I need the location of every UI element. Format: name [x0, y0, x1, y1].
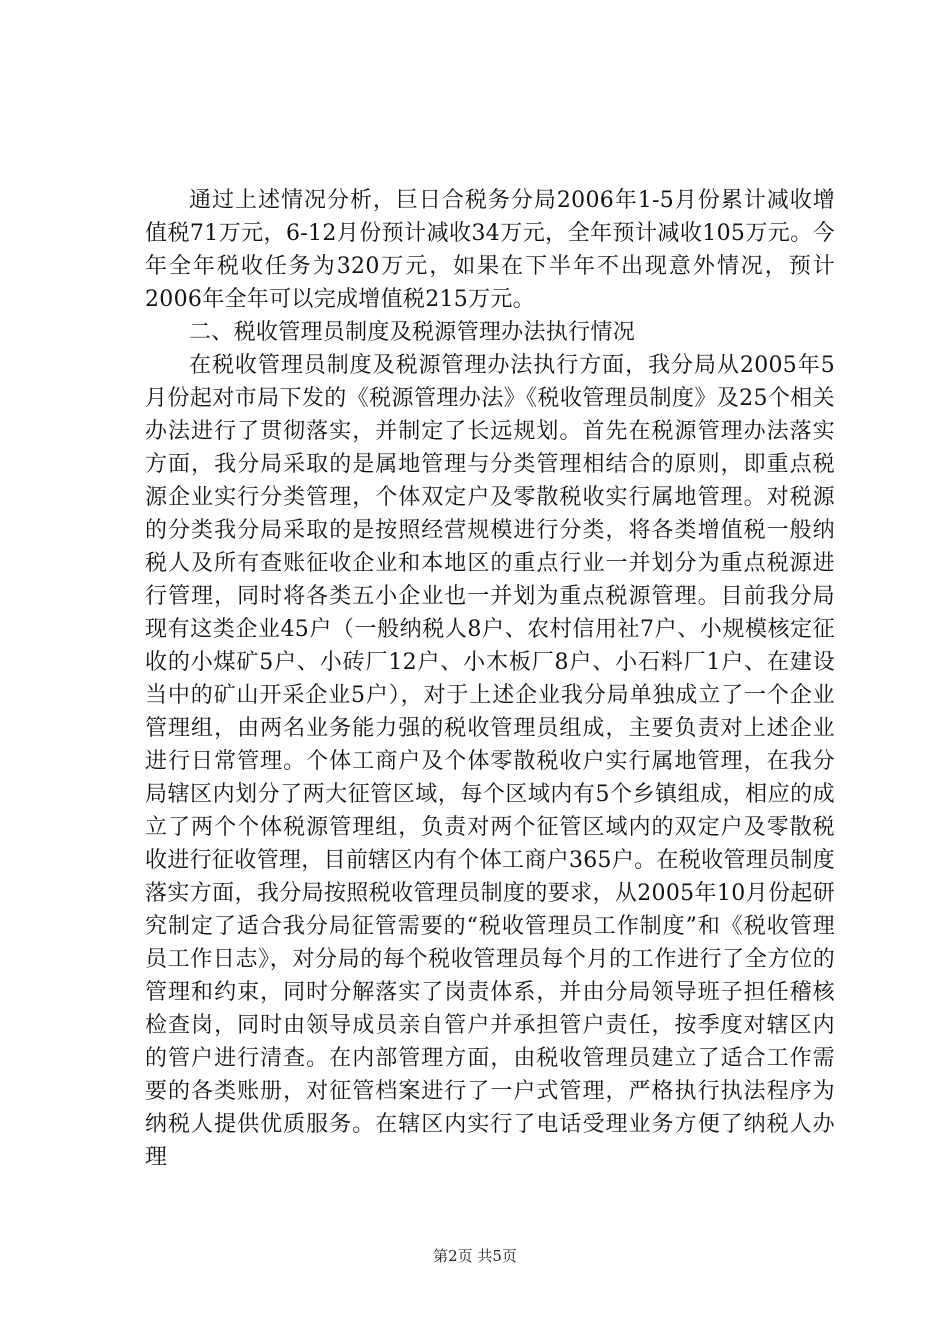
- paragraph-implementation: 在税收管理员制度及税源管理办法执行方面，我分局从2005年5月份起对市局下发的《税源管理办法》《税收管理员制度》及25个相关办法进行了贯彻落实，并制定了长远规划。首先在税源管理办法落实方面，我分局采取的是属地管理与分类管理相结合的原则，即重点税源企业实行分类管理，个体双定户及零散税收实行属地管理。对税源的分类我分局采取的是按照经营规模进行分类，将各类增值税一般纳税人及所有查账征收企业和本地区的重点行业一并划分为重点税源进行管理，同时将各类五小企业也一并划为重点税源管理。目前我分局现有这类企业45户（一般纳税人8户、农村信用社7户、小规模核定征收的小煤矿5户、小砖厂12户、小木板厂8户、小石料厂1户、在建设当中的矿山开采企业5户），对于上述企业我分局单独成立了一个企业管理组，由两名业务能力强的税收管理员组成，主要负责对上述企业进行日常管理。个体工商户及个体零散税收户实行属地管理，在我分局辖区内划分了两大征管区域，每个区域内有5个乡镇组成，相应的成立了两个个体税源管理组，负责对两个征管区域内的双定户及零散税收进行征收管理，目前辖区内有个体工商户365户。在税收管理员制度落实方面，我分局按照税收管理员制度的要求，从2005年10月份起研究制定了适合我分局征管需要的“税收管理员工作制度”和《税收管理员工作日志》，对分局的每个税收管理员每个月的工作进行了全方位的管理和约束，同时分解落实了岗责体系，并由分局领导班子担任稽核检查岗，同时由领导成员亲自管户并承担管户责任，按季度对辖区内的管户进行清查。在内部管理方面，由税收管理员建立了适合工作需要的各类账册，对征管档案进行了一户式管理，严格执行执法程序为纳税人提供优质服务。在辖区内实行了电话受理业务方便了纳税人办理: [145, 353, 835, 1170]
- document-body: [145, 184, 835, 1174]
- page-number-footer: 第2页 共5页: [433, 1247, 517, 1265]
- paragraph-summary: 通过上述情况分析，巨日合税务分局2006年1-5月份累计减收增值税71万元，6-12月份预计减收34万元，全年预计减收105万元。今年全年税收任务为320万元，如果在下半年不出现意外情况，预计2006年全年可以完成增值税215万元。: [145, 188, 835, 312]
- section-heading: 二、税收管理员制度及税源管理办法执行情况: [189, 320, 636, 345]
